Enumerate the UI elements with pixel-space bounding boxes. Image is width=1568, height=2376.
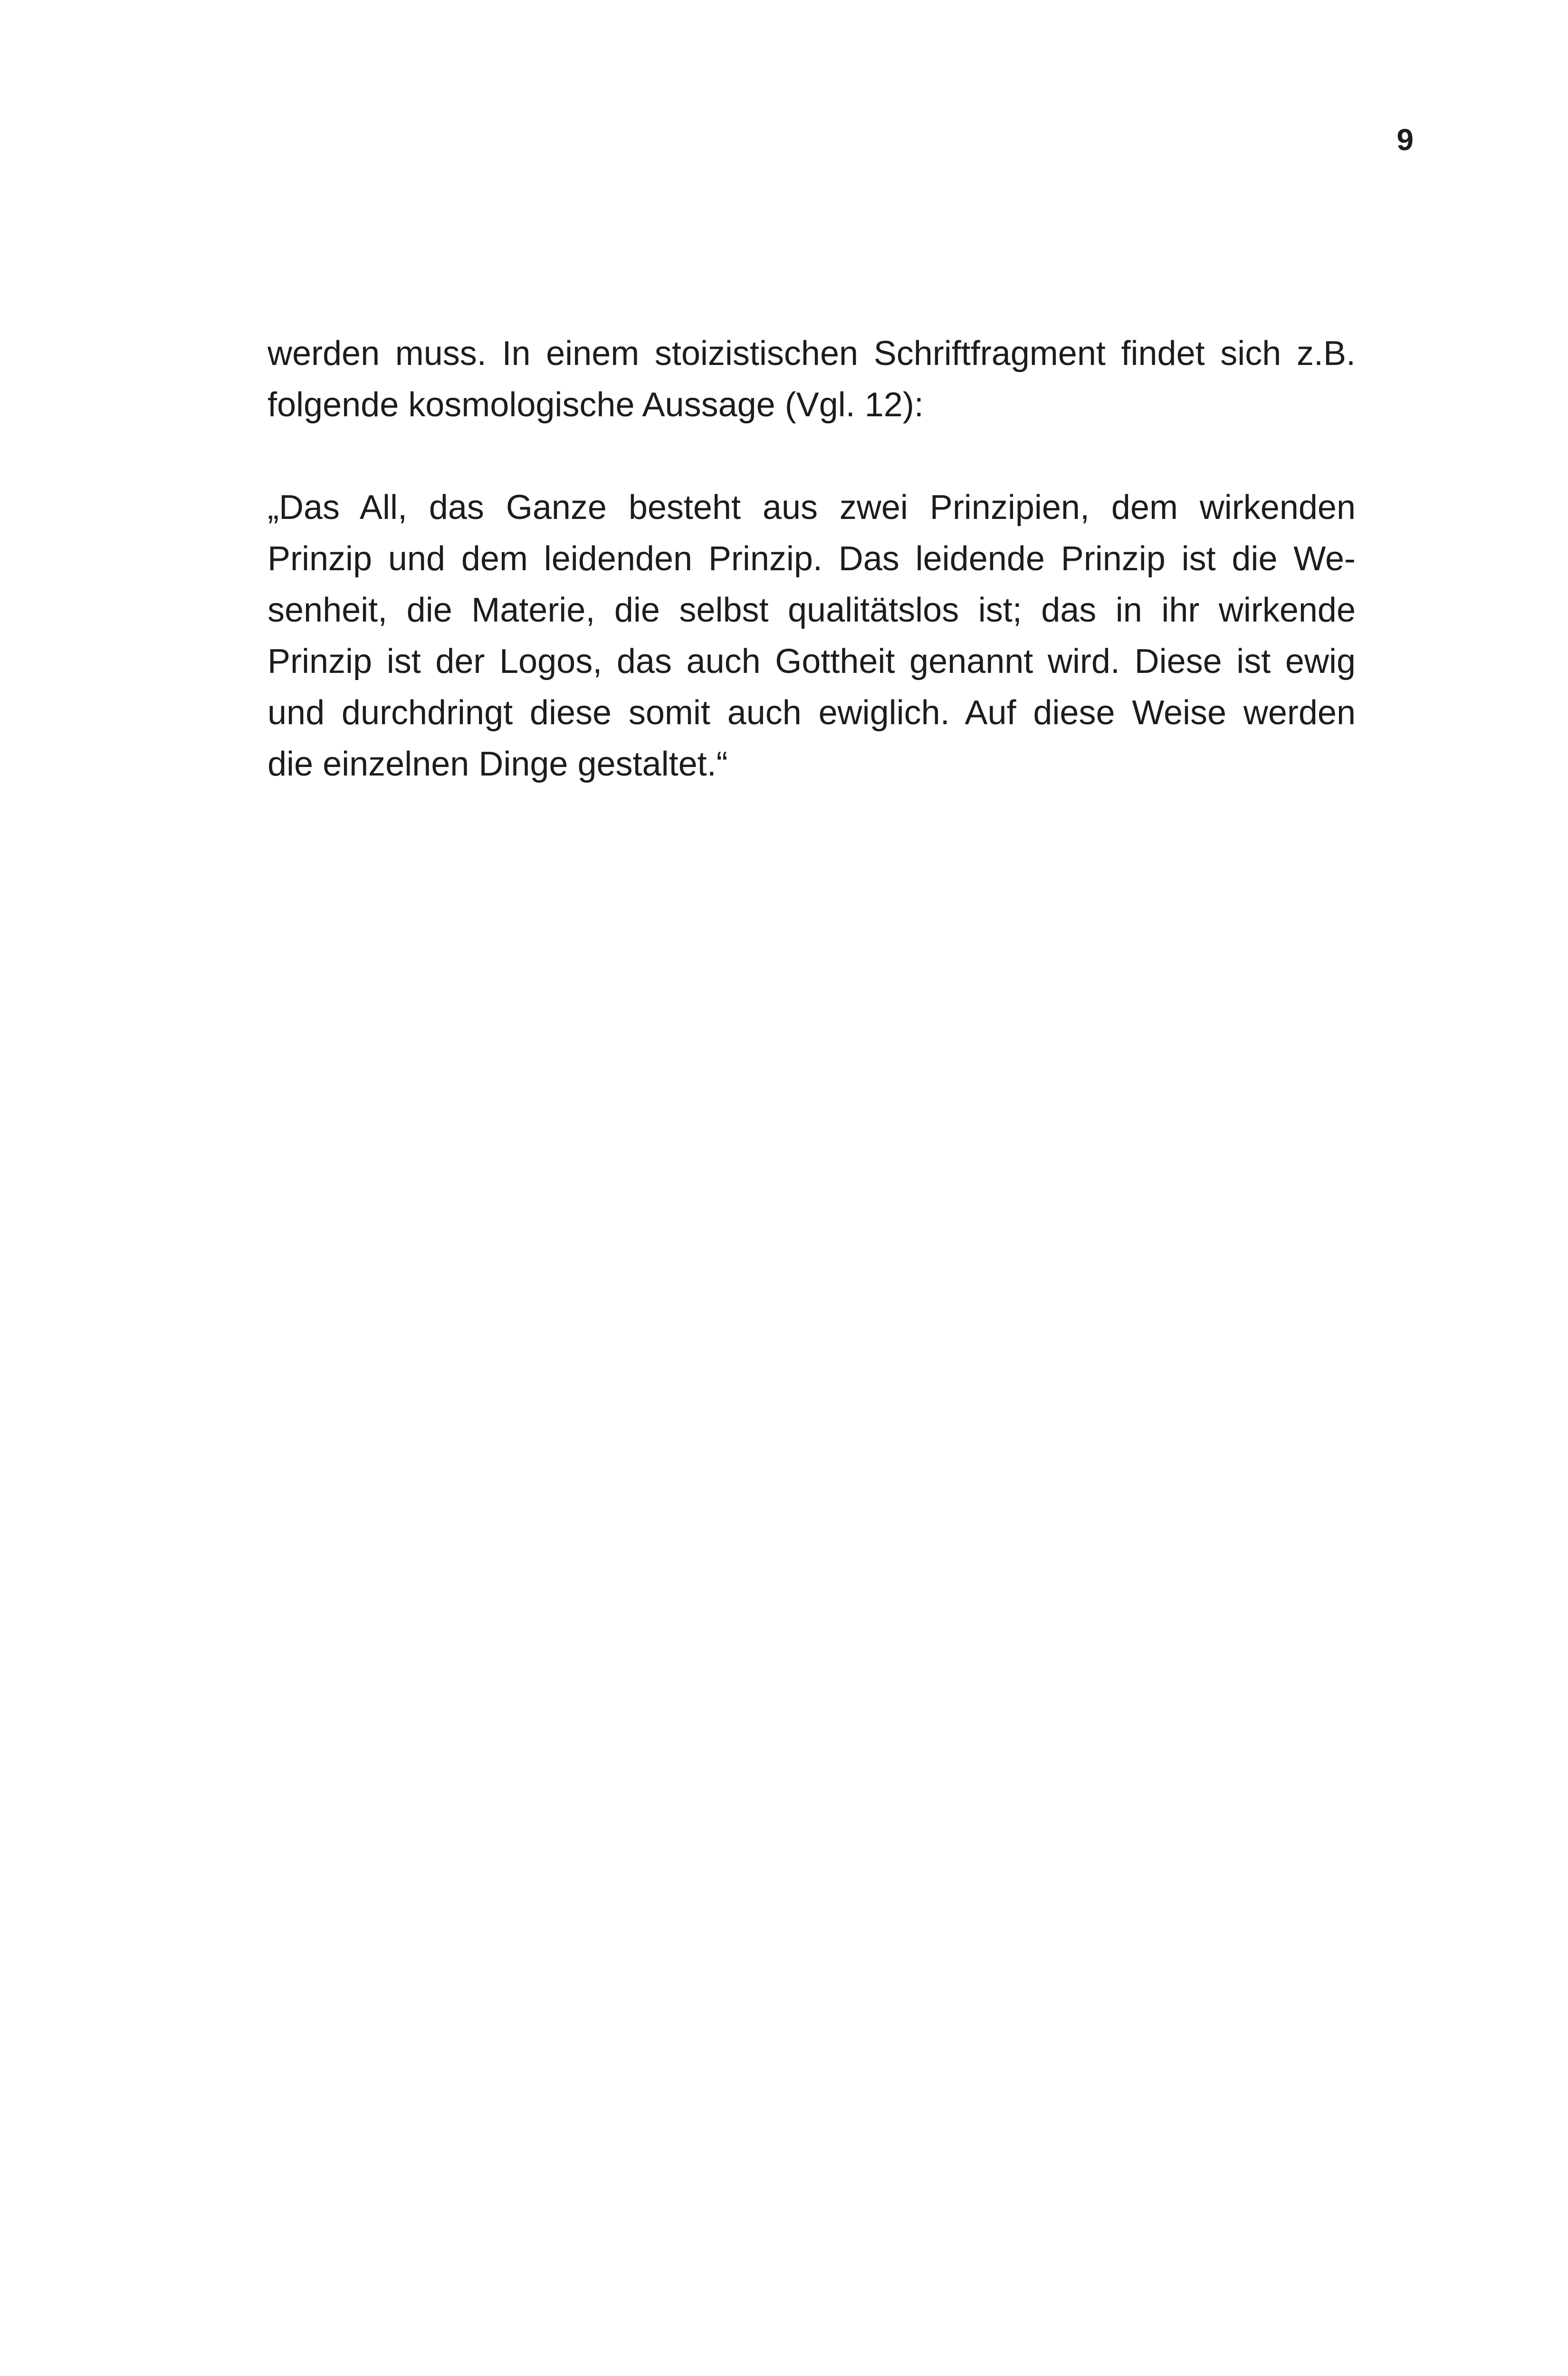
quote-line: „Das All, das Ganze besteht aus zwei Prinzipien, dem wirkenden <box>268 489 1356 527</box>
text-line: werden muss. In einem stoizistischen Schriftfragment findet sich z.B. <box>268 335 1356 373</box>
quote-line: senheit, die Materie, die selbst qualitätslos ist; das in ihr wirkende <box>268 591 1356 629</box>
page-number: 9 <box>1396 123 1414 157</box>
quote-paragraph <box>268 482 1356 790</box>
paragraph-spacer <box>268 431 1356 482</box>
quote-line: die einzelnen Dinge gestaltet.“ <box>268 745 728 783</box>
quote-line: Prinzip und dem leidenden Prinzip. Das leidende Prinzip ist die We- <box>268 540 1356 578</box>
intro-paragraph <box>268 328 1356 431</box>
body-text <box>268 328 1356 790</box>
text-line: folgende kosmologische Aussage (Vgl. 12): <box>268 386 924 424</box>
quote-line: Prinzip ist der Logos, das auch Gottheit genannt wird. Diese ist ewig <box>268 642 1356 680</box>
quote-line: und durchdringt diese somit auch ewiglich. Auf diese Weise werden <box>268 694 1356 732</box>
